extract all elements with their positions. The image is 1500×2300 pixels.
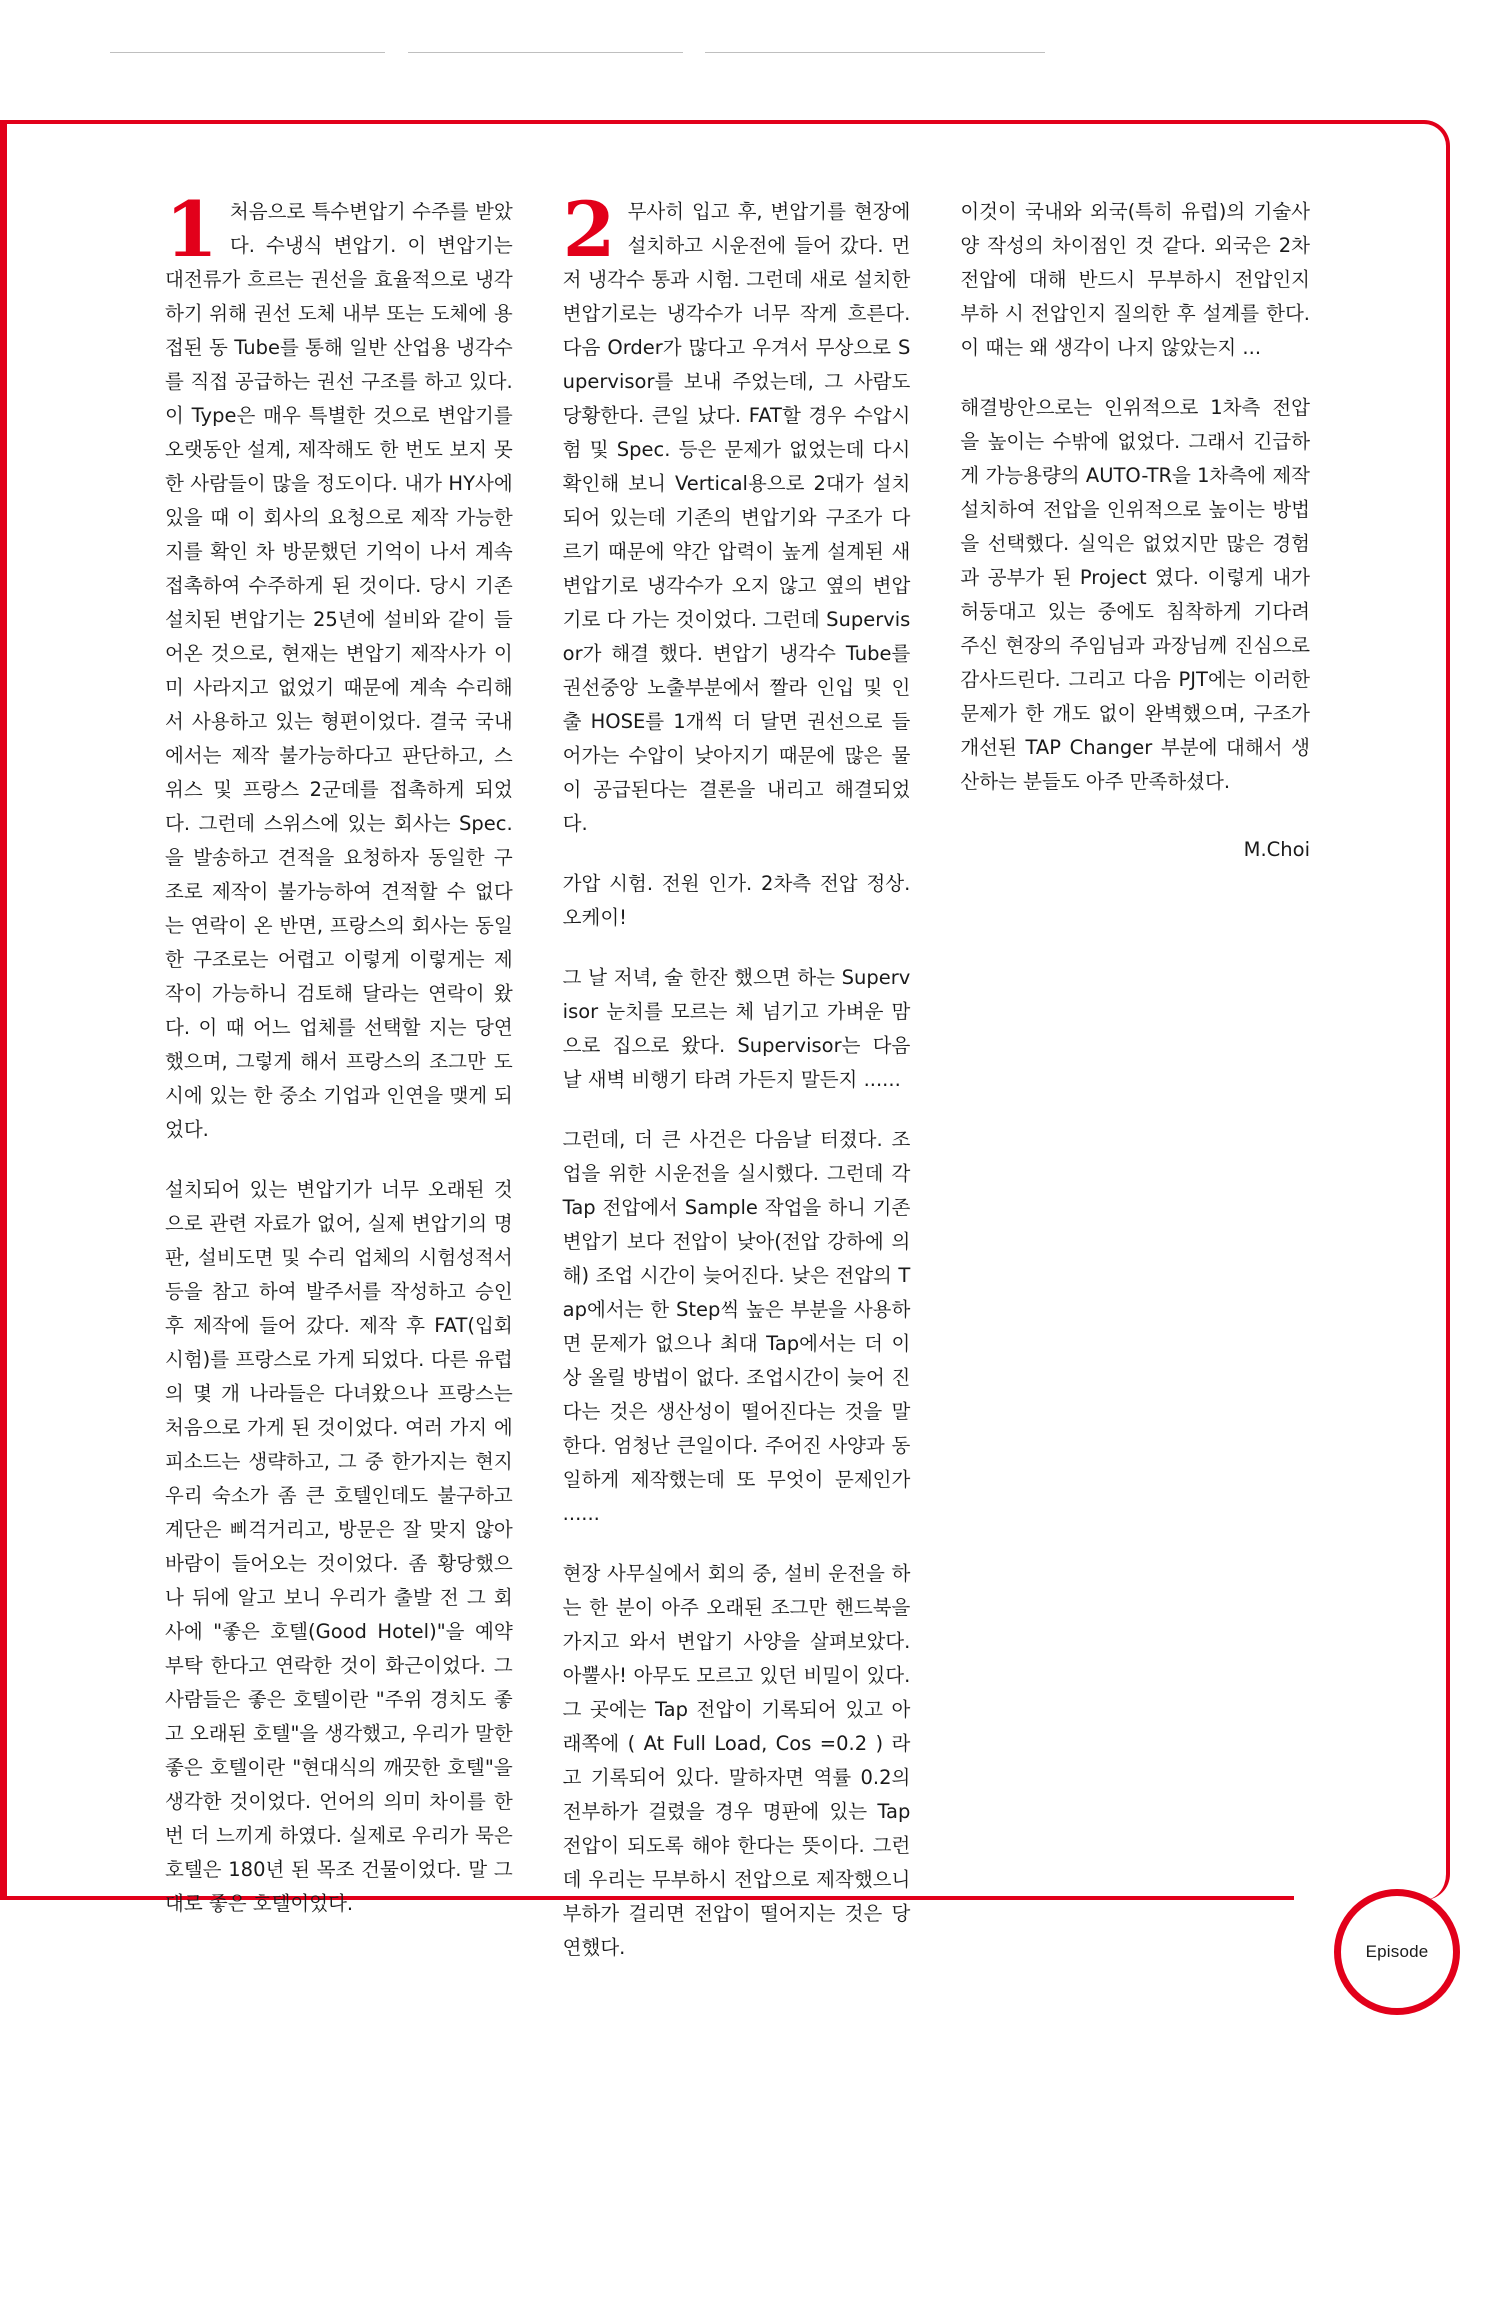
paragraph: 해결방안으로는 인위적으로 1차측 전압을 높이는 수밖에 없었다. 그래서 긴급하게 가능용량의 AUTO-TR을 1차측에 제작 설치하여 전압을 인위적으로 높이는 방법을 선택했다. 실익은 없었지만 많은 경험과 공부가 된 Project 였다. 이렇게 내가 허둥대고 있는 중에도 침착하게 기다려 주신 현장의 주임님과 과장님께 진심으로 감사드린다. 그리고 다음 PJT에는 이러한 문제가 한 개도 없이 완벽했으며, 구조가 개선된 TAP Changer 부분에 대해서 생산하는 분들도 아주 만족하셨다. <box>960 396 1311 793</box>
header-rule-2 <box>408 52 683 53</box>
paragraph: 그런데, 더 큰 사건은 다음날 터졌다. 조업을 위한 시운전을 실시했다. 그런데 각 Tap 전압에서 Sample 작업을 하니 기존 변압기 보다 전압이 낮아(전압 강하에 의해) 조업 시간이 늦어진다. 낮은 전압의 Tap에서는 한 Step씩 높은 부분을 사용하면 문제가 없으나 최대 Tap에서는 더 이상 올릴 방법이 없다. 조업시간이 늦어 진다는 것은 생산성이 떨어진다는 것을 말한다. 엄청난 큰일이다. 주어진 사양과 동일하게 제작했는데 또 무엇이 문제인가 ...... <box>562 1128 911 1525</box>
author-signature: M.Choi <box>1243 838 1311 861</box>
paragraph: 그 날 저녁, 술 한잔 했으면 하는 Supervisor 눈치를 모르는 체 넘기고 가벼운 맘으로 집으로 왔다. Supervisor는 다음 날 새벽 비행기 타려 가든지 말든지 ...... <box>562 966 911 1091</box>
paragraph: 이것이 국내와 외국(특히 유럽)의 기술사양 작성의 차이점인 것 같다. 외국은 2차 전압에 대해 반드시 무부하시 전압인지 부하 시 전압인지 질의한 후 설계를 한다. 이 때는 왜 생각이 나지 않았는지 ... <box>960 200 1311 359</box>
paragraph: 설치되어 있는 변압기가 너무 오래된 것으로 관련 자료가 없어, 실제 변압기의 명판, 설비도면 및 수리 업체의 시험성적서 등을 참고 하여 발주서를 작성하고 승인 후 제작에 들어 갔다. 제작 후 FAT(입회시험)를 프랑스로 가게 되었다. 다른 유럽의 몇 개 나라들은 다녀왔으나 프랑스는 처음으로 가게 된 것이었다. 여러 가지 에피소드는 생략하고, 그 중 한가지는 현지 우리 숙소가 좀 큰 호텔인데도 불구하고 계단은 삐걱거리고, 방문은 잘 맞지 않아 바람이 들어오는 것이었다. 좀 황당했으나 뒤에 알고 보니 우리가 출발 전 그 회사에 "좋은 호텔(Good Hotel)"을 예약 부탁 한다고 연락한 것이 화근이었다. 그 사람들은 좋은 호텔이란 "주위 경치도 좋고 오래된 호텔"을 생각했고, 우리가 말한 좋은 호텔이란 "현대식의 깨끗한 호텔"을 생각한 것이었다. 언어의 의미 차이를 한 번 더 느끼게 하였다. 실제로 우리가 묵은 호텔은 180년 된 목조 건물이었다. 말 그대로 좋은 호텔이었다. <box>165 1178 513 1915</box>
episode-badge: Episode <box>1334 1889 1460 2015</box>
header-rule-3 <box>705 52 1045 53</box>
article-column-3 <box>960 195 1310 1965</box>
paragraph-text: 무사히 입고 후, 변압기를 현장에 설치하고 시운전에 들어 갔다. 먼저 냉각수 통과 시험. 그런데 새로 설치한 변압기로는 냉각수가 너무 작게 흐른다. 다음 Order가 많다고 우겨서 무상으로 Supervisor를 보내 주었는데, 그 사람도 당황한다. 큰일 났다. FAT할 경우 수압시험 및 Spec. 등은 문제가 없었는데 다시 확인해 보니 Vertical용으로 2대가 설치되어 있는데 기존의 변압기와 구조가 다르기 때문에 약간 압력이 높게 설계된 새 변압기로 냉각수가 오지 않고 옆의 변압기로 다 가는 것이었다. 그런데 Supervisor가 해결 했다. 변압기 냉각수 Tube를 권선중앙 노출부분에서 짤라 인입 및 인출 HOSE를 1개씩 더 달면 권선으로 들어가는 수압이 낮아지기 때문에 많은 물이 공급된다는 결론을 내리고 해결되었다. <box>562 200 911 835</box>
paragraph: 현장 사무실에서 회의 중, 설비 운전을 하는 한 분이 아주 오래된 조그만 핸드북을 가지고 와서 변압기 사양을 살펴보았다. 아뿔사! 아무도 모르고 있던 비밀이 있다. 그 곳에는 Tap 전압이 기록되어 있고 아래쪽에 ( At Full Load, Cos =0.2 ) 라고 기록되어 있다. 말하자면 역률 0.2의 전부하가 걸렸을 경우 명판에 있는 Tap 전압이 되도록 해야 한다는 뜻이다. 그런데 우리는 무부하시 전압으로 제작했으니 부하가 걸리면 전압이 떨어지는 것은 당연했다. <box>562 1562 911 1959</box>
paragraph-text: 처음으로 특수변압기 수주를 받았다. 수냉식 변압기. 이 변압기는 대전류가 흐르는 권선을 효율적으로 냉각하기 위해 권선 도체 내부 또는 도체에 용접된 동 Tube를 통해 일반 산업용 냉각수를 직접 공급하는 권선 구조를 하고 있다. 이 Type은 매우 특별한 것으로 변압기를 오랫동안 설계, 제작해도 한 번도 보지 못한 사람들이 많을 정도이다. 내가 HY사에 있을 때 이 회사의 요청으로 제작 가능한지를 확인 차 방문했던 기억이 나서 계속 접촉하여 수주하게 된 것이다. 당시 기존 설치된 변압기는 25년에 설비와 같이 들어온 것으로, 현재는 변압기 제작사가 이미 사라지고 없었기 때문에 계속 수리해서 사용하고 있는 형편이었다. 결국 국내에서는 제작 불가능하다고 판단하고, 스위스 및 프랑스 2군데를 접촉하게 되었다. 그런데 스위스에 있는 회사는 Spec.을 발송하고 견적을 요청하자 동일한 구조로 제작이 불가능하여 견적할 수 없다는 연락이 온 반면, 프랑스의 회사는 동일한 구조로는 어렵고 이렇게 이렇게는 제작이 가능하니 검토해 달라는 연락이 왔다. 이 때 어느 업체를 선택할 지는 당연했으며, 그렇게 해서 프랑스의 조그만 도시에 있는 한 중소 기업과 인연을 맺게 되었다. <box>165 200 513 1141</box>
article-column-2 <box>562 185 911 1965</box>
header-rule-1 <box>110 52 385 53</box>
article-columns <box>165 185 1311 1965</box>
article-column-1 <box>165 185 513 1965</box>
dropcap-1: 1 <box>165 185 218 274</box>
paragraph <box>165 185 513 1147</box>
paragraph <box>562 185 911 841</box>
dropcap-2: 2 <box>562 185 616 274</box>
paragraph: 가압 시험. 전원 인가. 2차측 전압 정상. 오케이! <box>562 872 911 929</box>
